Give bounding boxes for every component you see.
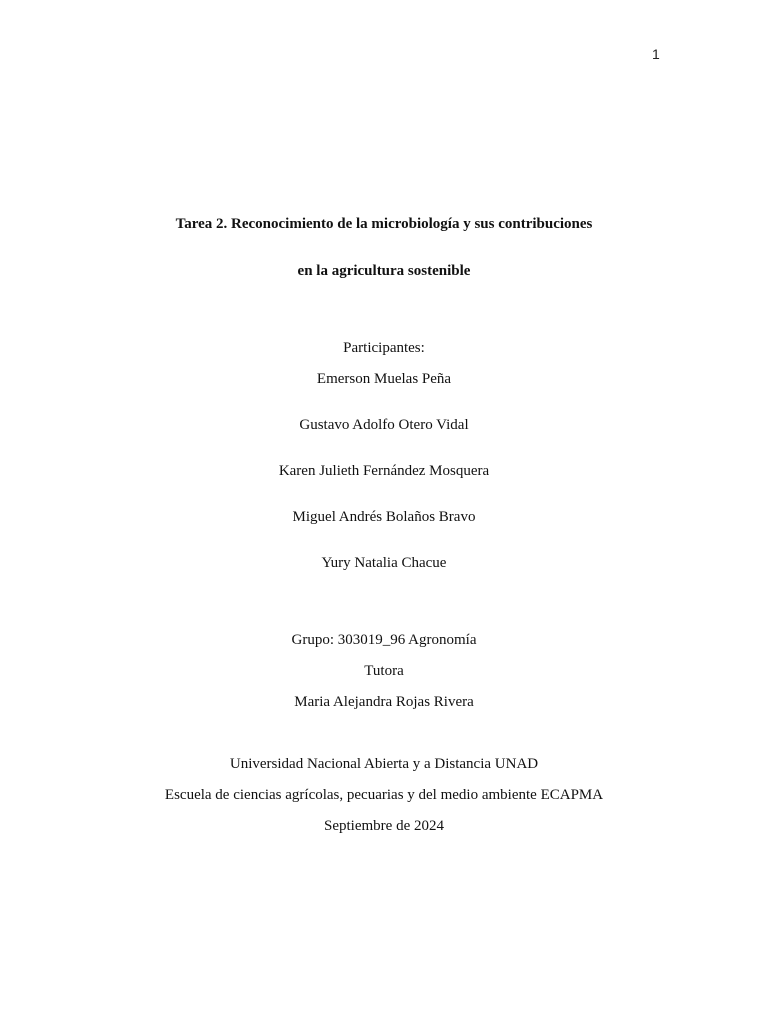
participant-name: Karen Julieth Fernández Mosquera [278,463,490,479]
participant-name: Emerson Muelas Peña [316,371,452,387]
participants-label: Participantes: [343,340,425,356]
title-line-1: Tarea 2. Reconocimiento de la microbiología y sus contribuciones [175,216,593,232]
university-name: Universidad Nacional Abierta y a Distancia UNAD [229,756,539,772]
group-line: Grupo: 303019_96 Agronomía [291,632,477,648]
document-date: Septiembre de 2024 [324,818,444,834]
tutor-name: Maria Alejandra Rojas Rivera [294,694,474,710]
title-line-2: en la agricultura sostenible [297,263,471,279]
page-number: 1 [652,46,660,62]
tutor-label: Tutora [364,663,404,679]
participant-name: Yury Natalia Chacue [321,555,447,571]
school-name: Escuela de ciencias agrícolas, pecuarias y del medio ambiente ECAPMA [164,787,604,803]
participant-name: Miguel Andrés Bolaños Bravo [292,509,476,525]
participant-name: Gustavo Adolfo Otero Vidal [299,417,469,433]
